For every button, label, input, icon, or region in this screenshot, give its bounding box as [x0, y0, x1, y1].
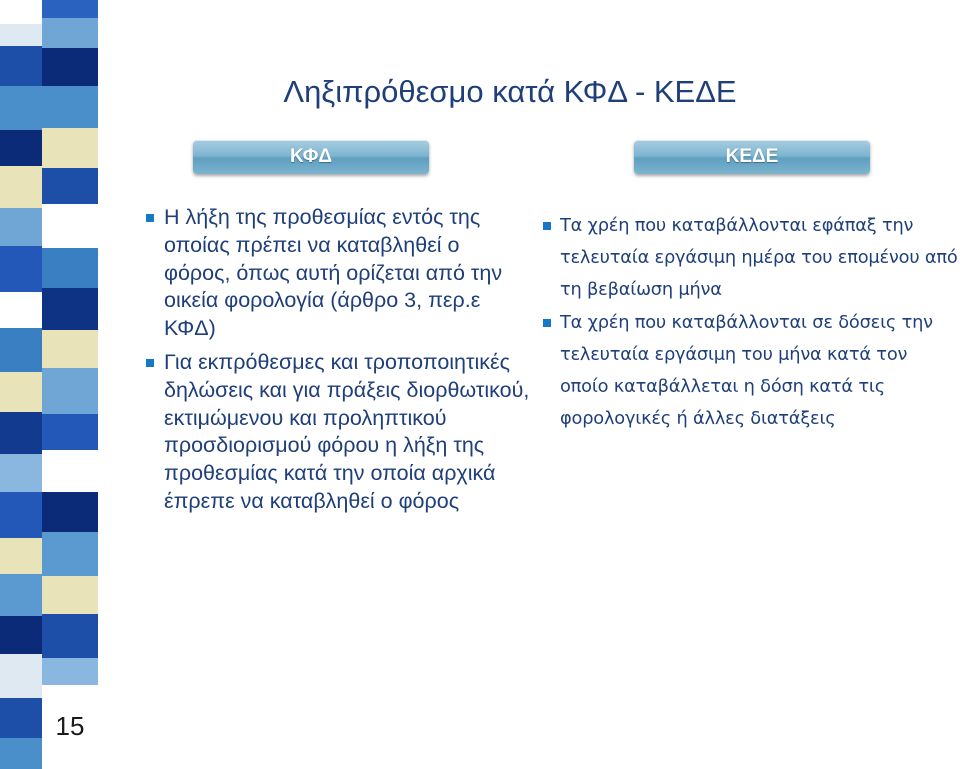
bullet-item [140, 349, 530, 516]
bullet-list-kfd [140, 204, 530, 516]
square-bullet-icon [543, 319, 551, 327]
bullet-text: Τα χρέη που καταβάλλονται εφάπαξ την τελευταία εργάσιμη ημέρα του επομένου από τη βεβαίωση μήνα [560, 215, 958, 300]
bullet-text: Τα χρέη που καταβάλλονται σε δόσεις την τελευταία εργάσιμη του μήνα κατά τον οποίο καταβάλλεται η δόση κατά τις φορολογικές ή άλλες διατάξεις [560, 312, 933, 429]
page-number: 15 [55, 710, 85, 741]
bullet-item [540, 210, 960, 305]
bullet-item [140, 204, 530, 343]
header-tab-kede: ΚΕΔΕ [634, 140, 870, 174]
decorative-stripe-outer [0, 0, 42, 769]
square-bullet-icon [146, 359, 154, 367]
column-kfd [140, 204, 530, 522]
bullet-text: Η λήξη της προθεσμίας εντός της οποίας πρέπει να καταβληθεί ο φόρος, όπως αυτή ορίζεται από την οικεία φορολογία (άρθρο 3, περ.ε ΚΦΔ) [164, 205, 503, 341]
slide-title: Ληξιπρόθεσμο κατά ΚΦΔ - ΚΕΔΕ [283, 74, 737, 109]
column-kede [540, 210, 960, 437]
header-tab-kfd: ΚΦΔ [193, 140, 429, 174]
bullet-item [540, 307, 960, 434]
bullet-text: Για εκπρόθεσμες και τροποποιητικές δηλώσεις και για πράξεις διορθωτικού, εκτιμώμενου και προληπτικού προσδιορισμού φόρου η λήξη της προθεσμίας κατά την οποία αρχικά έπρεπε να καταβληθεί ο φόρος [164, 349, 530, 513]
decorative-stripe-inner [42, 0, 98, 769]
bullet-list-kede [540, 210, 960, 435]
square-bullet-icon [543, 222, 551, 230]
square-bullet-icon [146, 214, 154, 222]
